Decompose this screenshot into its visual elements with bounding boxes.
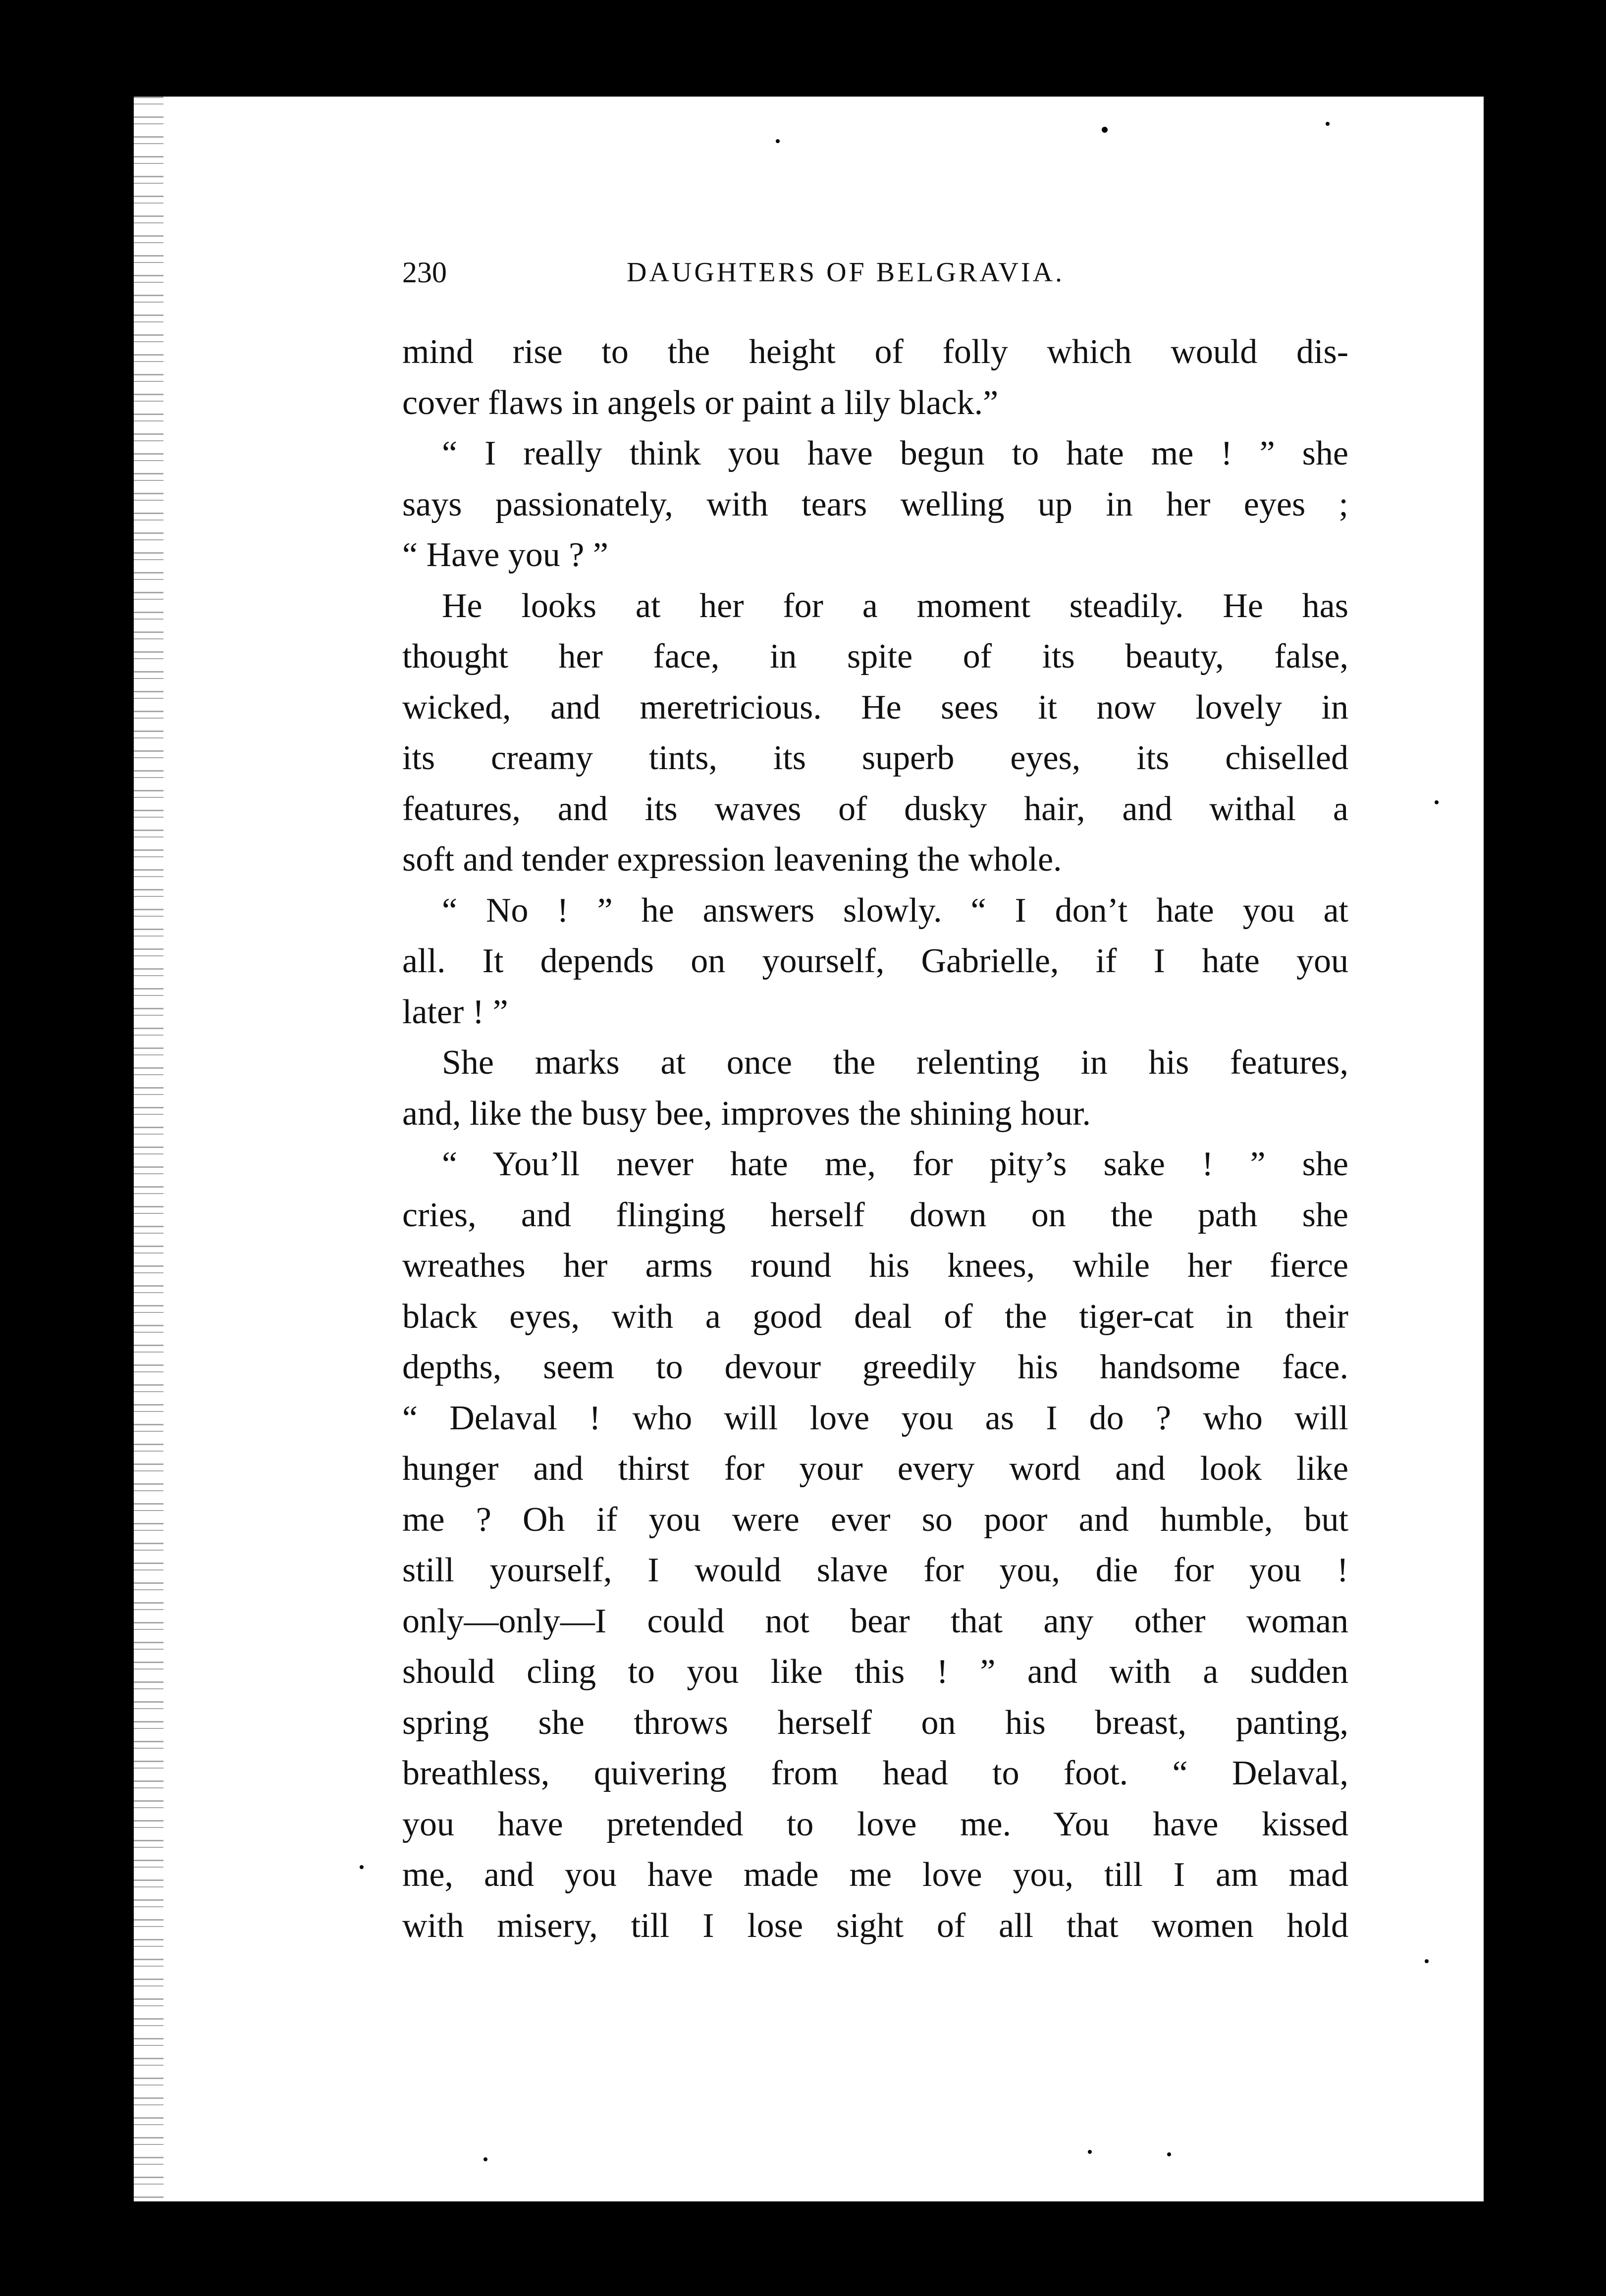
text-line: its creamy tints, its superb eyes, its chiselled — [402, 739, 1348, 777]
text-line: “ You’ll never hate me, for pity’s sake ! ” she — [442, 1145, 1348, 1183]
text-line: me ? Oh if you were ever so poor and humble, but — [402, 1500, 1348, 1539]
text-line: cries, and flinging herself down on the path she — [402, 1196, 1348, 1234]
text-line: “ I really think you have begun to hate me ! ” she — [442, 434, 1348, 472]
text-line: spring she throws herself on his breast, panting, — [402, 1703, 1348, 1742]
text-line: “ No ! ” he answers slowly. “ I don’t hate you at — [442, 891, 1348, 930]
right-margin-shadow — [1489, 99, 1606, 2199]
text-line: “ Delaval ! who will love you as I do ? who will — [402, 1399, 1348, 1437]
text-line: should cling to you like this ! ” and with a sudden — [402, 1653, 1348, 1691]
page-left-edge — [134, 97, 163, 2201]
running-title: DAUGHTERS OF BELGRAVIA. — [627, 257, 1065, 288]
text-line: me, and you have made me love you, till I am mad — [402, 1856, 1348, 1894]
text-line: still yourself, I would slave for you, die for you ! — [402, 1551, 1348, 1589]
text-line: all. It depends on yourself, Gabrielle, if I hate you — [402, 942, 1348, 980]
text-line: wreathes her arms round his knees, while her fierce — [402, 1247, 1348, 1285]
text-line: wicked, and meretricious. He sees it now lovely in — [402, 688, 1348, 727]
text-line: black eyes, with a good deal of the tiger-cat in their — [402, 1297, 1348, 1336]
text-line: cover flaws in angels or paint a lily black.” — [402, 383, 999, 422]
text-line: mind rise to the height of folly which would dis- — [402, 333, 1348, 371]
text-line: you have pretended to love me. You have kissed — [402, 1805, 1348, 1843]
text-line: soft and tender expression leavening the whole. — [402, 840, 1062, 879]
text-line: with misery, till I lose sight of all that women hold — [402, 1906, 1348, 1945]
body-text — [402, 327, 1348, 1951]
text-line: breathless, quivering from head to foot. “ Delaval, — [402, 1754, 1348, 1792]
text-line: thought her face, in spite of its beauty, false, — [402, 637, 1348, 676]
text-line: She marks at once the relenting in his features, — [442, 1044, 1348, 1082]
text-line: hunger and thirst for your every word and look like — [402, 1450, 1348, 1488]
text-line: features, and its waves of dusky hair, and withal a — [402, 789, 1348, 828]
page-number: 230 — [402, 256, 447, 289]
text-line: says passionately, with tears welling up in her eyes ; — [402, 485, 1348, 523]
text-line: later ! ” — [402, 992, 508, 1031]
text-line: and, like the busy bee, improves the shining hour. — [402, 1094, 1091, 1133]
text-line: He looks at her for a moment steadily. He has — [442, 586, 1348, 625]
text-line: “ Have you ? ” — [402, 536, 608, 574]
text-line: depths, seem to devour greedily his handsome face. — [402, 1348, 1348, 1386]
text-line: only—only—I could not bear that any other woman — [402, 1602, 1348, 1640]
